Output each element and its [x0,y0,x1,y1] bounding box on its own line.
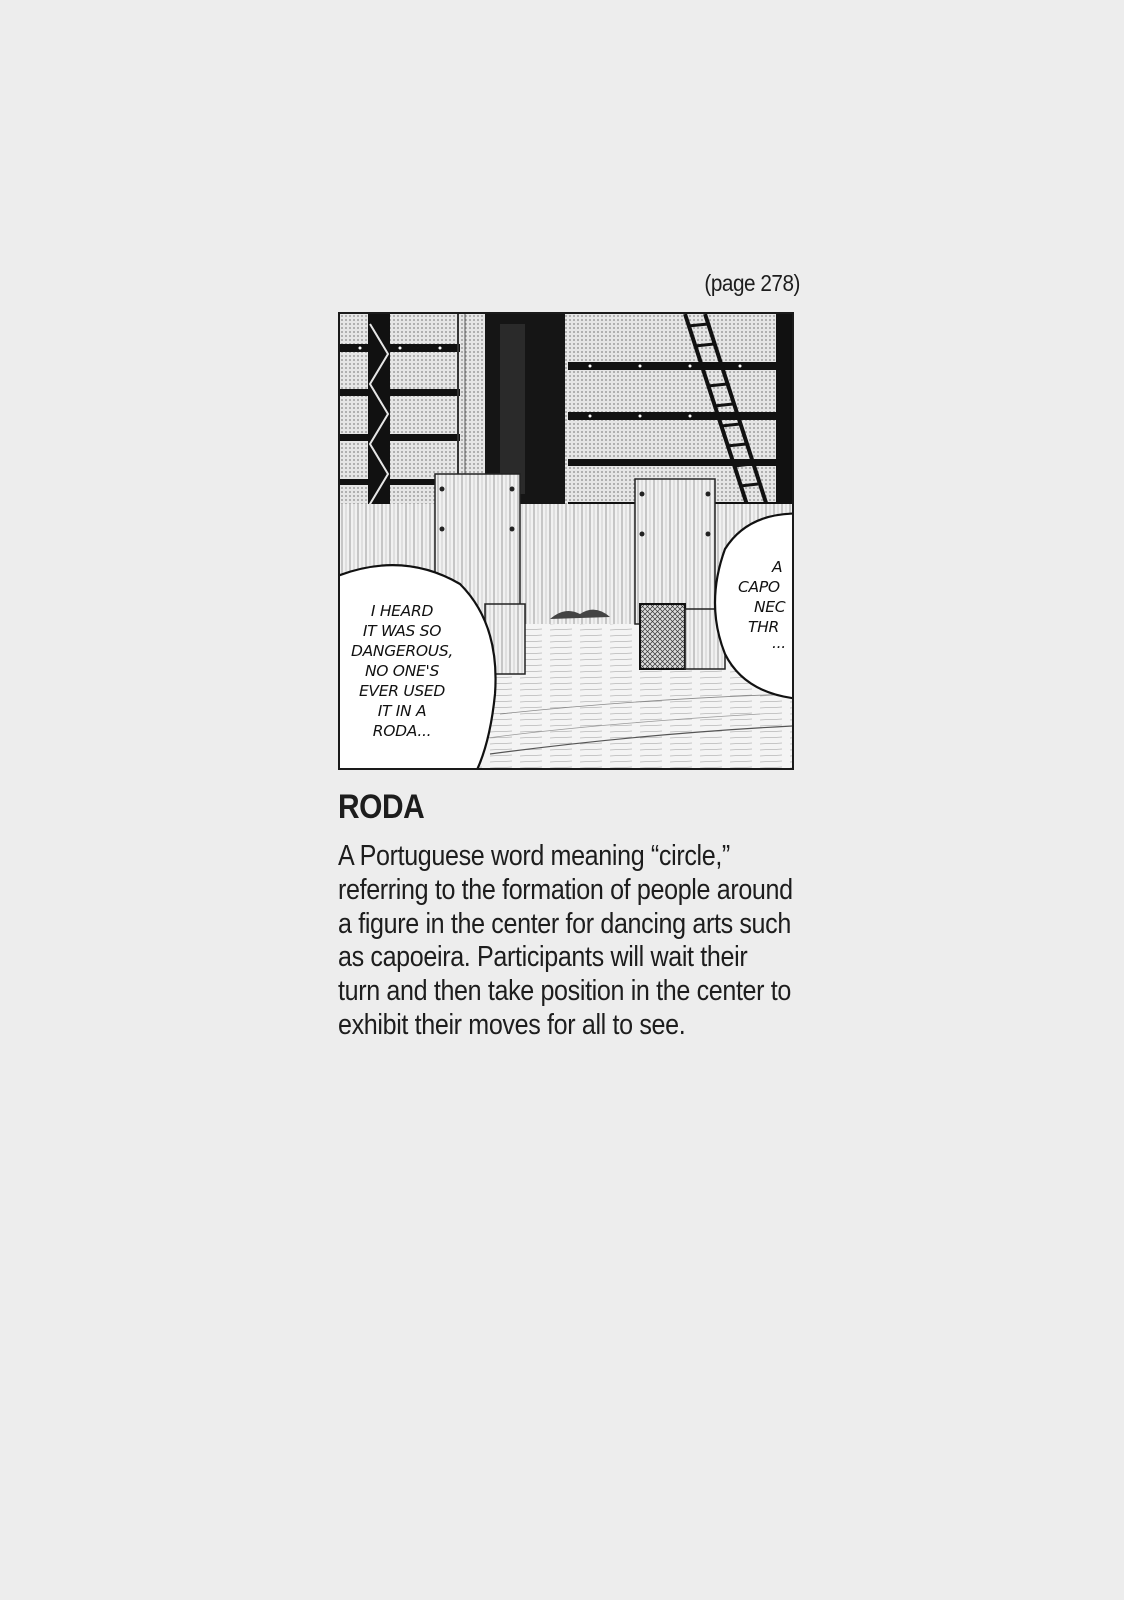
left-bubble-line-2: IT WAS SO [362,622,442,640]
manga-panel [338,312,794,770]
left-bubble-line-3: DANGEROUS, [350,642,454,660]
right-bubble-line-4: THR [748,618,779,636]
left-bubble-line-7: RODA... [372,722,432,740]
panel-illustration [340,314,792,768]
left-bubble-line-1: I HEARD [370,602,434,620]
left-bubble-line-6: IT IN A [377,702,427,720]
right-bubble-line-5: ... [772,634,786,652]
glossary-term: RODA [338,788,425,826]
right-bubble-line-3: NEC [754,598,786,616]
glossary-definition: A Portuguese word meaning “circle,” referring to the formation of people around a figure in the center for dancing arts such as capoeira. Participants will wait their turn and then take position in the center to exhibit their moves for all to see. [338,840,793,1041]
right-bubble-line-1: A [772,558,783,576]
page-reference: (page 278) [704,270,800,296]
left-bubble-line-5: EVER USED [358,682,446,700]
left-bubble-line-4: NO ONE'S [364,662,440,680]
right-bubble-line-2: CAPO [738,578,780,596]
